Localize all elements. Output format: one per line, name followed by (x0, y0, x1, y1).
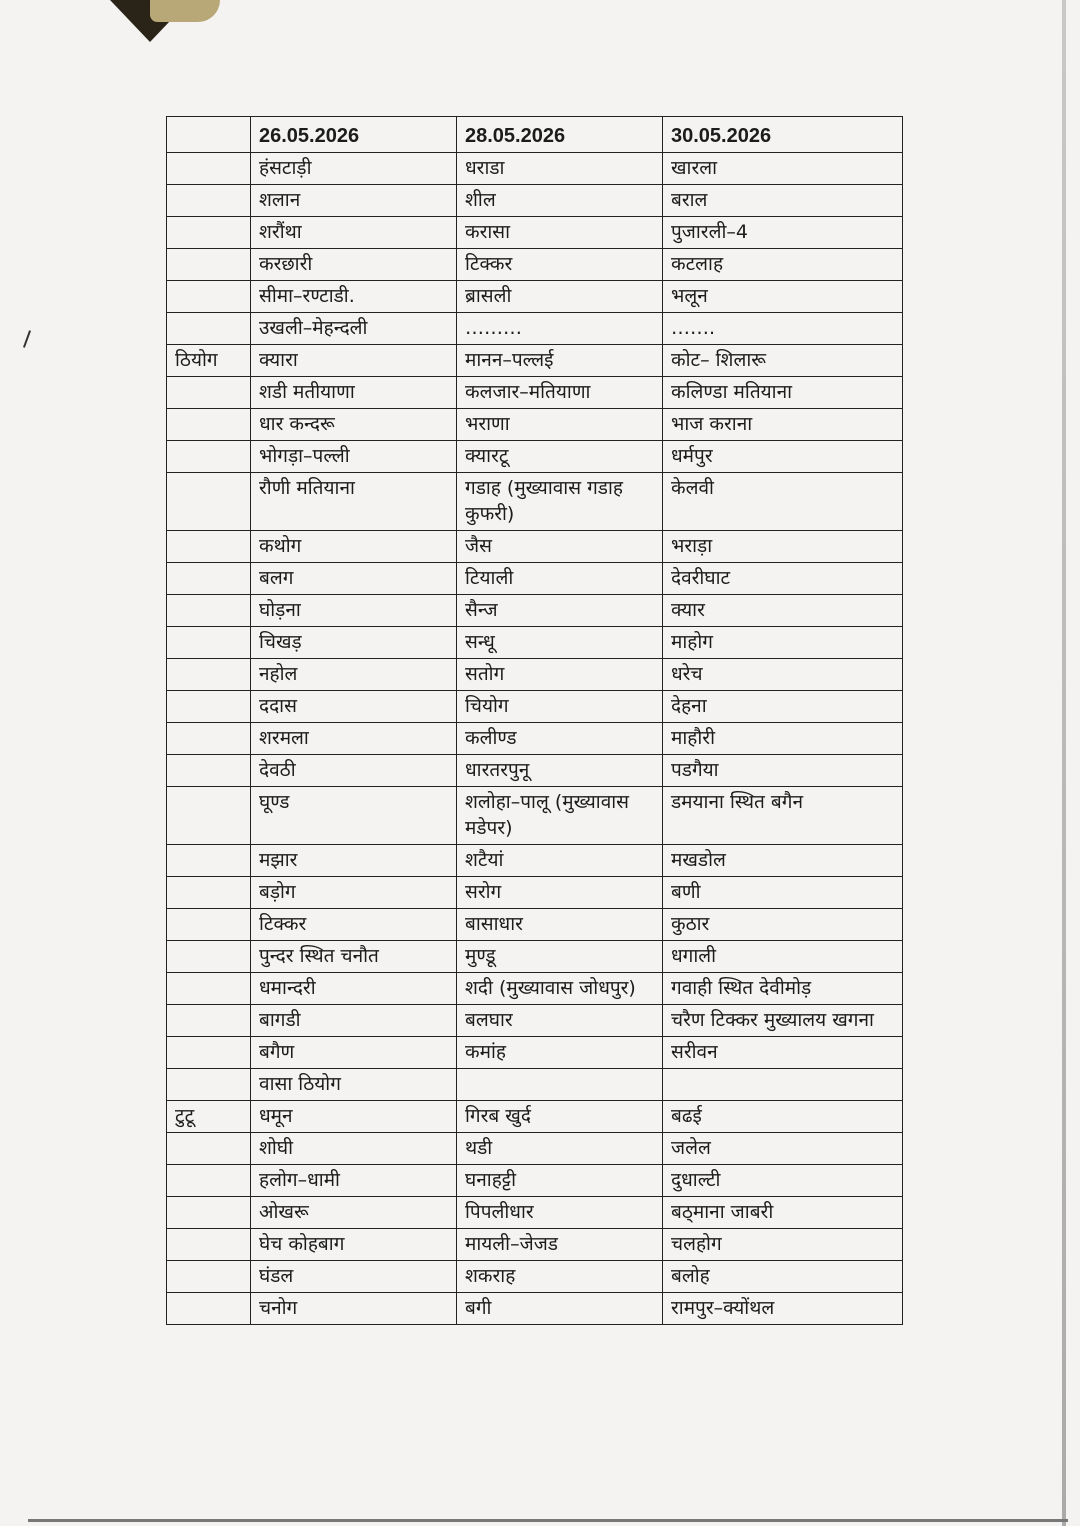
block-cell (167, 787, 251, 845)
block-cell (167, 595, 251, 627)
header-row (167, 117, 903, 153)
place-cell-28-05: शलोहा–पालू (मुख्यावास मडेपर) (457, 787, 663, 845)
table-row (167, 1293, 903, 1325)
block-cell: ठियोग (167, 345, 251, 377)
place-cell-28-05: जैस (457, 531, 663, 563)
table-row (167, 531, 903, 563)
block-cell (167, 627, 251, 659)
block-cell (167, 1037, 251, 1069)
block-cell (167, 377, 251, 409)
place-cell-26-05: धार कन्दरू (251, 409, 457, 441)
place-cell-26-05: भोगड़ा–पल्ली (251, 441, 457, 473)
place-cell-26-05: शोघी (251, 1133, 457, 1165)
place-cell-26-05: सीमा–रण्टाडी. (251, 281, 457, 313)
table-row (167, 441, 903, 473)
place-cell-28-05: क्यारटू (457, 441, 663, 473)
block-cell (167, 659, 251, 691)
table-row (167, 845, 903, 877)
place-cell-28-05: पिपलीधार (457, 1197, 663, 1229)
block-cell (167, 531, 251, 563)
place-cell-28-05: धारतरपुनू (457, 755, 663, 787)
place-cell-26-05: उखली–मेहन्दली (251, 313, 457, 345)
table-row (167, 1101, 903, 1133)
place-cell-28-05: थडी (457, 1133, 663, 1165)
place-cell-30-05: कलिण्डा मतियाना (663, 377, 903, 409)
place-cell-30-05: भराड़ा (663, 531, 903, 563)
place-cell-28-05: मायली–जेजड (457, 1229, 663, 1261)
table-row (167, 1261, 903, 1293)
place-cell-30-05: पडगैया (663, 755, 903, 787)
schedule-table (166, 116, 903, 1325)
header-date: 26.05.2026 (251, 117, 457, 153)
place-cell-26-05: रौणी मतियाना (251, 473, 457, 531)
place-cell-28-05: गिरब खुर्द (457, 1101, 663, 1133)
place-cell-30-05: दुधाल्टी (663, 1165, 903, 1197)
place-cell-30-05: क्यार (663, 595, 903, 627)
place-cell-28-05 (457, 1069, 663, 1101)
table-row (167, 1165, 903, 1197)
place-cell-28-05: गडाह (मुख्यावास गडाह कुफरी) (457, 473, 663, 531)
block-cell (167, 1069, 251, 1101)
place-cell-26-05: ददास (251, 691, 457, 723)
place-cell-30-05: पुजारली–4 (663, 217, 903, 249)
header-date: 28.05.2026 (457, 117, 663, 153)
place-cell-28-05: बलघार (457, 1005, 663, 1037)
page-edge-bottom (28, 1519, 1068, 1522)
table-row (167, 217, 903, 249)
place-cell-30-05: जलेल (663, 1133, 903, 1165)
table-row (167, 1229, 903, 1261)
place-cell-28-05: भराणा (457, 409, 663, 441)
place-cell-30-05: मखडोल (663, 845, 903, 877)
place-cell-28-05: सन्धू (457, 627, 663, 659)
place-cell-26-05: घोड़ना (251, 595, 457, 627)
place-cell-30-05: चलहोग (663, 1229, 903, 1261)
place-cell-26-05: नहोल (251, 659, 457, 691)
place-cell-26-05: बगैण (251, 1037, 457, 1069)
table-row (167, 973, 903, 1005)
stray-pen-mark (23, 330, 31, 348)
block-cell (167, 1229, 251, 1261)
table-row (167, 627, 903, 659)
place-cell-30-05: कटलाह (663, 249, 903, 281)
place-cell-26-05: देवठी (251, 755, 457, 787)
header-block-cell (167, 117, 251, 153)
place-cell-30-05: रामपुर–क्योंथल (663, 1293, 903, 1325)
place-cell-28-05: चियोग (457, 691, 663, 723)
place-cell-30-05: बठ्माना जाबरी (663, 1197, 903, 1229)
block-cell (167, 153, 251, 185)
place-cell-30-05: माहोग (663, 627, 903, 659)
place-cell-30-05: देहना (663, 691, 903, 723)
place-cell-28-05: कलीण्ड (457, 723, 663, 755)
block-cell (167, 281, 251, 313)
place-cell-28-05: टियाली (457, 563, 663, 595)
block-cell (167, 563, 251, 595)
block-cell (167, 845, 251, 877)
block-cell (167, 1165, 251, 1197)
table-row (167, 409, 903, 441)
place-cell-26-05: शलान (251, 185, 457, 217)
place-cell-28-05: मुण्डू (457, 941, 663, 973)
place-cell-30-05: गवाही स्थित देवीमोड़ (663, 973, 903, 1005)
place-cell-30-05 (663, 1069, 903, 1101)
place-cell-30-05: कोट– शिलारू (663, 345, 903, 377)
place-cell-28-05: शकराह (457, 1261, 663, 1293)
table-row (167, 345, 903, 377)
block-cell (167, 409, 251, 441)
place-cell-28-05: सरोग (457, 877, 663, 909)
place-cell-30-05: डमयाना स्थित बगैन (663, 787, 903, 845)
place-cell-26-05: वासा ठियोग (251, 1069, 457, 1101)
place-cell-30-05: बराल (663, 185, 903, 217)
table-row (167, 1037, 903, 1069)
block-cell (167, 313, 251, 345)
block-cell (167, 1133, 251, 1165)
place-cell-26-05: बलग (251, 563, 457, 595)
table-row (167, 595, 903, 627)
place-cell-28-05: कमांह (457, 1037, 663, 1069)
block-cell (167, 691, 251, 723)
place-cell-28-05: शील (457, 185, 663, 217)
table-row (167, 723, 903, 755)
block-cell (167, 1261, 251, 1293)
block-cell (167, 973, 251, 1005)
table-row (167, 877, 903, 909)
block-cell (167, 185, 251, 217)
header-date: 30.05.2026 (663, 117, 903, 153)
place-cell-26-05: बागडी (251, 1005, 457, 1037)
place-cell-28-05: करासा (457, 217, 663, 249)
table-row (167, 909, 903, 941)
table-row (167, 185, 903, 217)
place-cell-26-05: बड़ोग (251, 877, 457, 909)
place-cell-26-05: करछारी (251, 249, 457, 281)
place-cell-30-05: धर्मपुर (663, 441, 903, 473)
block-cell (167, 755, 251, 787)
page-edge-right (1062, 0, 1066, 1526)
place-cell-30-05: बलोह (663, 1261, 903, 1293)
place-cell-26-05: पुन्दर स्थित चनौत (251, 941, 457, 973)
place-cell-30-05: सरीवन (663, 1037, 903, 1069)
place-cell-28-05: शटैयां (457, 845, 663, 877)
place-cell-30-05: बणी (663, 877, 903, 909)
place-cell-28-05: ब्रासली (457, 281, 663, 313)
table-row (167, 313, 903, 345)
block-cell (167, 909, 251, 941)
place-cell-26-05: शरमला (251, 723, 457, 755)
table-row (167, 153, 903, 185)
place-cell-28-05: शदी (मुख्यावास जोधपुर) (457, 973, 663, 1005)
table-row (167, 473, 903, 531)
place-cell-26-05: कथोग (251, 531, 457, 563)
place-cell-26-05: शरौंथा (251, 217, 457, 249)
place-cell-30-05: भाज कराना (663, 409, 903, 441)
place-cell-30-05: चरैण टिक्कर मुख्यालय खगना (663, 1005, 903, 1037)
place-cell-28-05: बगी (457, 1293, 663, 1325)
place-cell-26-05: घेच कोहबाग (251, 1229, 457, 1261)
place-cell-26-05: ओखरू (251, 1197, 457, 1229)
table-row (167, 281, 903, 313)
block-cell (167, 1005, 251, 1037)
table-row (167, 1069, 903, 1101)
place-cell-28-05: धराडा (457, 153, 663, 185)
place-cell-28-05: ……… (457, 313, 663, 345)
place-cell-30-05: धरेच (663, 659, 903, 691)
table-row (167, 755, 903, 787)
place-cell-26-05: धमान्दरी (251, 973, 457, 1005)
place-cell-26-05: मझार (251, 845, 457, 877)
block-cell (167, 217, 251, 249)
block-cell (167, 473, 251, 531)
place-cell-28-05: सैन्ज (457, 595, 663, 627)
table-row (167, 787, 903, 845)
place-cell-28-05: बासाधार (457, 909, 663, 941)
block-cell (167, 877, 251, 909)
block-cell (167, 249, 251, 281)
table-row (167, 563, 903, 595)
place-cell-30-05: देवरीघाट (663, 563, 903, 595)
place-cell-28-05: कलजार–मतियाणा (457, 377, 663, 409)
place-cell-26-05: घूण्ड (251, 787, 457, 845)
table-row (167, 1197, 903, 1229)
place-cell-26-05: शडी मतीयाणा (251, 377, 457, 409)
place-cell-28-05: मानन–पल्लई (457, 345, 663, 377)
schedule-body (167, 153, 903, 1325)
block-cell (167, 941, 251, 973)
block-cell (167, 723, 251, 755)
block-cell (167, 1197, 251, 1229)
place-cell-28-05: टिक्कर (457, 249, 663, 281)
place-cell-30-05: माहौरी (663, 723, 903, 755)
place-cell-30-05: ……. (663, 313, 903, 345)
place-cell-30-05: खारला (663, 153, 903, 185)
place-cell-30-05: बढई (663, 1101, 903, 1133)
table-row (167, 1005, 903, 1037)
place-cell-26-05: क्यारा (251, 345, 457, 377)
place-cell-30-05: भलून (663, 281, 903, 313)
place-cell-28-05: घनाहट्टी (457, 1165, 663, 1197)
place-cell-28-05: सतोग (457, 659, 663, 691)
table-row (167, 249, 903, 281)
block-cell (167, 441, 251, 473)
place-cell-26-05: टिक्कर (251, 909, 457, 941)
table-row (167, 691, 903, 723)
table-row (167, 659, 903, 691)
place-cell-26-05: घंडल (251, 1261, 457, 1293)
table-row (167, 1133, 903, 1165)
place-cell-26-05: चनोग (251, 1293, 457, 1325)
block-cell (167, 1293, 251, 1325)
place-cell-26-05: हंसटाड़ी (251, 153, 457, 185)
place-cell-30-05: केलवी (663, 473, 903, 531)
table-row (167, 941, 903, 973)
place-cell-26-05: हलोग–धामी (251, 1165, 457, 1197)
place-cell-26-05: चिखड़ (251, 627, 457, 659)
place-cell-30-05: धगाली (663, 941, 903, 973)
block-cell: टुटू (167, 1101, 251, 1133)
place-cell-30-05: कुठार (663, 909, 903, 941)
corner-binding-mark (110, 0, 190, 42)
table-row (167, 377, 903, 409)
place-cell-26-05: धमून (251, 1101, 457, 1133)
